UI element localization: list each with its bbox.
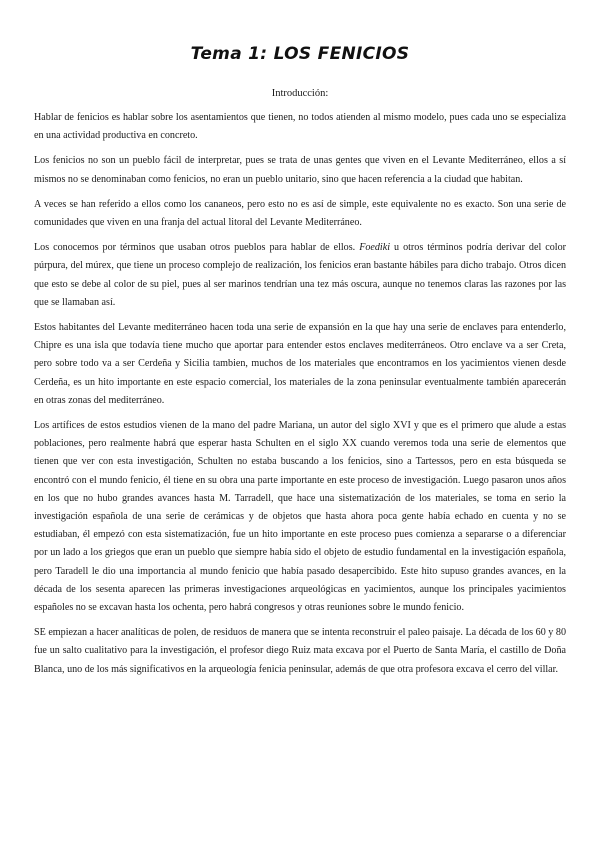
section-subtitle: Introducción:: [271, 88, 329, 99]
paragraph-text: Estos habitantes del Levante mediterráneo hacen toda una serie de expansión en la que hay una serie de enclaves para entenderlo, Chipre es una isla que todavía tiene mucho que aportar para entender estos enclaves mediterráneos. Otro enclave va a ser Creta, pero sobre todo va a ser Cerdeña y Sicilia tambien, muchos de los materiales que encontramos en los yacimientos vienen desde Cerdeña, es un hito importante en este espacio comercial, los materiales de la zona peninsular eventualmente también aparecerán en otras zonas del mediterráneo.: [34, 322, 566, 406]
paragraph-2: [34, 152, 566, 188]
paragraph-1: [34, 109, 566, 145]
paragraph-text: Los artífices de estos estudios vienen de la mano del padre Mariana, un autor del siglo XVI y que es el primero que alude a estas poblaciones, pero realmente habrá que esperar hasta Schulten en el siglo XX cuando veremos toda una serie de elementos que tienen que ver con esta investigación, Schulten no estaba buscando a los fenicios, sino a Tartessos, pero en esta búsqueda se encontró con el mundo fenicio, él tiene en su obra una parte importante en este proceso de investigación. Luego pasaron unos años en los que no hubo grandes avances hasta M. Tarradell, que hace una sistematización de los materiales, se toma en serio la investigación española de una serie de cerámicas y de objetos que hasta ahora poca gente había echado en cuenta y no se estudiaban, él empezó con esta sistematización, fue un hito importante en este proceso pues comienza a separarse o a diferenciar por un lado a los griegos que eran un pueblo que siempre había sido el objeto de estudio fundamental en la investigación española, pero Taradell le dio una importancia al mundo fenicio que había pasado desapercibido. Este hito supuso grandes avances, en la década de los sesenta aparecen las primeras investigaciones arqueológicas en yacimientos, aunque los principales yacimientos españoles no se excavan hasta los ochenta, pero habrá congresos y otras reuniones sobre le mundo fenicio.: [34, 420, 566, 614]
paragraph-6: [34, 417, 566, 617]
paragraph-5: [34, 319, 566, 410]
paragraph-text: SE empiezan a hacer analíticas de polen, de residuos de manera que se intenta reconstruir el paleo paisaje. La década de los 60 y 80 fue un salto cualitativo para la investigación, el profesor diego Ruiz mata excava por el Puerto de Santa María, el castillo de Doña Blanca, uno de los más significativos en la arqueología fenicia peninsular, además de que otra profesora excava el cerro del villar.: [34, 627, 566, 675]
document-title: Tema 1: LOS FENICIOS: [190, 44, 410, 64]
paragraph-text-continued: u otros términos podría derivar del color púrpura, del múrex, que tiene un proceso complejo de realización, los fenicios eran bastante hábiles para dicho trabajo. Otros dicen que esto se debe al color de su piel, pues al ser marinos tendrían una tez más oscura, aunque no tenemos claras las razones por las que se llamaban así.: [34, 242, 567, 308]
paragraph-text: Los fenicios no son un pueblo fácil de interpretar, pues se trata de unas gentes que viven en el Levante Mediterráneo, ellos a sí mismos no se denominaban como fenicios, no eran un pueblo unitario, sino que hacen referencia a la ciudad que habitan.: [34, 155, 566, 185]
paragraph-text: Los conocemos por términos que usaban otros pueblos para hablar de ellos.: [34, 242, 360, 254]
paragraph-3: [34, 196, 566, 232]
paragraph-text: A veces se han referido a ellos como los cananeos, pero esto no es así de simple, este equivalente no es exacto. Son una serie de comunidades que viven en una franja del actual litoral del Levante Mediterráneo.: [34, 198, 566, 229]
italic-term: Foediki: [359, 242, 391, 254]
paragraph-4: [34, 239, 566, 312]
paragraph-7: [34, 624, 566, 679]
paragraph-text: Hablar de fenicios es hablar sobre los asentamientos que tienen, no todos atienden al mismo modelo, pues cada uno se especializa en una actividad productiva en concreto.: [34, 112, 566, 142]
